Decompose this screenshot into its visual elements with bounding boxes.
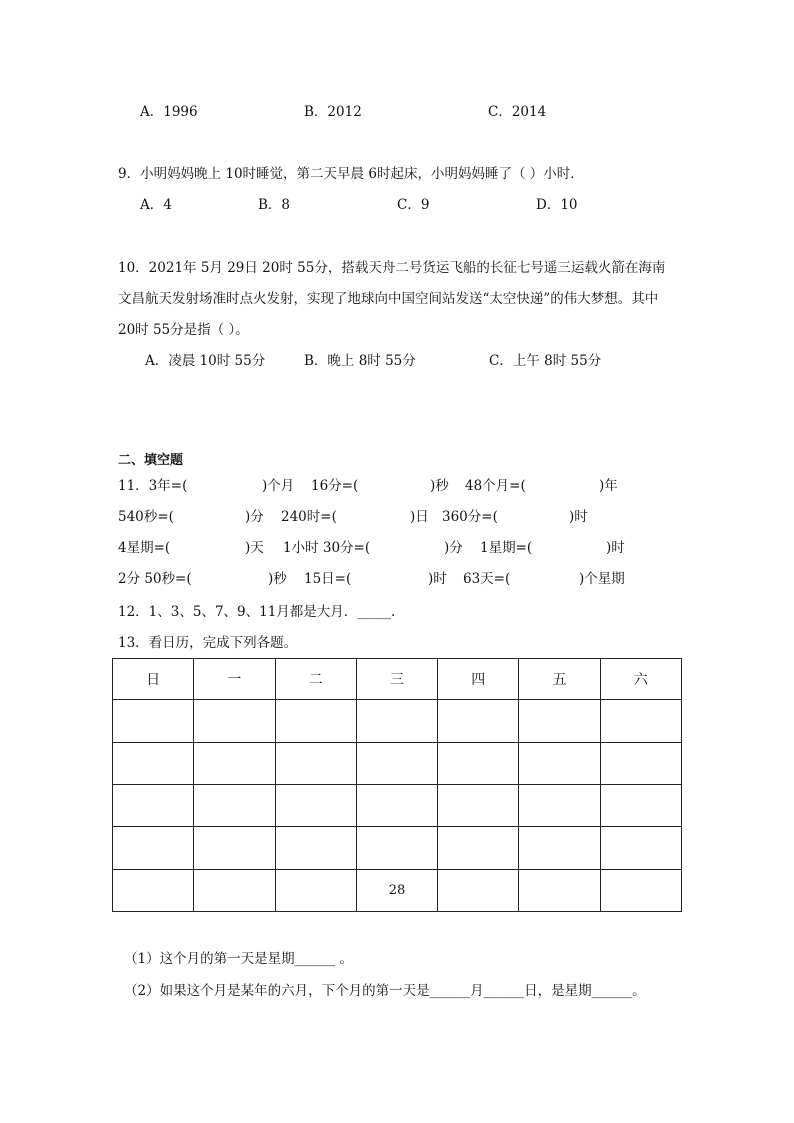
calendar-cell bbox=[275, 784, 356, 826]
calendar-cell bbox=[519, 784, 600, 826]
q11-r1-minutes: 16分=( bbox=[311, 478, 359, 494]
header-wednesday: 三 bbox=[356, 659, 437, 700]
q10-option-a: A．凌晨 10时 55分 bbox=[145, 353, 266, 369]
q11-r2-hours-unit: )时 bbox=[569, 509, 588, 525]
q10-stem-line3: 20时 55分是指（ ）。 bbox=[118, 322, 249, 338]
q11-r4-hours-unit: )时 bbox=[428, 571, 447, 587]
q9-option-b: B．8 bbox=[258, 197, 291, 213]
q11-r3-hours-unit: )时 bbox=[606, 540, 625, 556]
header-thursday: 四 bbox=[438, 659, 519, 700]
calendar-cell bbox=[356, 742, 437, 784]
calendar-cell bbox=[356, 827, 437, 869]
q8-option-a: A．1996 bbox=[140, 104, 198, 120]
q11-r4-weeks-unit: )个星期 bbox=[579, 571, 625, 587]
calendar-cell bbox=[194, 827, 275, 869]
q11-r2-seconds: 540秒=( bbox=[118, 509, 174, 525]
q11-r2-days-unit: )日 bbox=[410, 509, 429, 525]
q11-r1-years: 11．3年=( bbox=[118, 478, 188, 494]
q11-r3-week: 1星期=( bbox=[480, 540, 533, 556]
calendar-cell bbox=[356, 784, 437, 826]
q11-r3-weeks: 4星期=( bbox=[118, 540, 171, 556]
calendar-cell bbox=[519, 869, 600, 911]
calendar-cell bbox=[519, 742, 600, 784]
calendar-cell bbox=[113, 869, 194, 911]
q10-option-b: B．晚上 8时 55分 bbox=[304, 353, 416, 369]
q8-option-c: C．2014 bbox=[488, 104, 547, 120]
q11-r1-years-unit: )年 bbox=[599, 478, 618, 494]
calendar-cell bbox=[600, 784, 681, 826]
q11-r3-hour-minutes: 1小时 30分=( bbox=[283, 540, 371, 556]
calendar-cell bbox=[113, 700, 194, 742]
q11-r1-months-unit: )个月 bbox=[262, 478, 295, 494]
calendar-row bbox=[113, 869, 682, 911]
q11-r2-hours: 240时=( bbox=[281, 509, 337, 525]
calendar-row bbox=[113, 700, 682, 742]
q8-option-b: B．2012 bbox=[304, 104, 362, 120]
q11-r3-days-unit: )天 bbox=[245, 540, 264, 556]
q11-r1-seconds-unit: )秒 bbox=[430, 478, 449, 494]
calendar-cell bbox=[519, 700, 600, 742]
q11-r4-63days: 63天=( bbox=[463, 571, 511, 587]
calendar-cell bbox=[194, 869, 275, 911]
calendar-cell bbox=[356, 700, 437, 742]
calendar-cell bbox=[600, 700, 681, 742]
calendar-cell bbox=[600, 742, 681, 784]
calendar-cell bbox=[194, 784, 275, 826]
calendar-cell bbox=[275, 827, 356, 869]
q11-r4-min-sec: 2分 50秒=( bbox=[118, 571, 192, 587]
calendar-cell bbox=[600, 827, 681, 869]
q11-r4-days: 15日=( bbox=[304, 571, 352, 587]
calendar-cell bbox=[438, 742, 519, 784]
q10-option-c: C．上午 8时 55分 bbox=[489, 353, 602, 369]
calendar-cell bbox=[194, 742, 275, 784]
calendar-cell-28: 28 bbox=[356, 869, 437, 911]
q10-stem-line1: 10．2021年 5月 29日 20时 55分，搭载天舟二号货运飞船的长征七号遥三运载火箭在海南 bbox=[118, 260, 666, 276]
q12-stem: 12．1、3、5、7、9、11月都是大月．_____. bbox=[118, 604, 396, 620]
calendar-row bbox=[113, 742, 682, 784]
q11-r2-minutes-unit: )分 bbox=[245, 509, 264, 525]
calendar-cell bbox=[275, 742, 356, 784]
q11-r4-seconds-unit: )秒 bbox=[268, 571, 287, 587]
q13-sub2: （2）如果这个月是某年的六月，下个月的第一天是______月______日，是星期______。 bbox=[124, 983, 646, 999]
q13-sub1: （1）这个月的第一天是星期______ 。 bbox=[124, 951, 353, 967]
calendar-cell bbox=[113, 742, 194, 784]
calendar-cell bbox=[113, 827, 194, 869]
calendar-cell bbox=[438, 784, 519, 826]
calendar-cell bbox=[600, 869, 681, 911]
calendar-cell bbox=[275, 869, 356, 911]
calendar-cell bbox=[194, 700, 275, 742]
q13-stem: 13．看日历，完成下列各题。 bbox=[118, 635, 298, 651]
q11-r1-months: 48个月=( bbox=[465, 478, 526, 494]
header-friday: 五 bbox=[519, 659, 600, 700]
calendar-header-row bbox=[113, 659, 682, 700]
calendar-cell bbox=[519, 827, 600, 869]
q11-r3-minutes-unit: )分 bbox=[444, 540, 463, 556]
calendar-cell bbox=[438, 869, 519, 911]
q9-option-d: D．10 bbox=[536, 197, 578, 213]
header-monday: 一 bbox=[194, 659, 275, 700]
q9-stem: 9．小明妈妈晚上 10时睡觉，第二天早晨 6时起床，小明妈妈睡了（ ）小时． bbox=[118, 166, 584, 182]
calendar-cell bbox=[438, 827, 519, 869]
q10-stem-line2: 文昌航天发射场准时点火发射，实现了地球向中国空间站发送“太空快递”的伟大梦想。其中 bbox=[118, 291, 659, 307]
header-tuesday: 二 bbox=[275, 659, 356, 700]
calendar-row bbox=[113, 784, 682, 826]
section-title: 二、填空题 bbox=[118, 453, 184, 468]
calendar-cell bbox=[113, 784, 194, 826]
q9-option-c: C．9 bbox=[397, 197, 430, 213]
calendar-table bbox=[112, 658, 682, 912]
q11-r2-minutes: 360分=( bbox=[442, 509, 498, 525]
header-saturday: 六 bbox=[600, 659, 681, 700]
calendar-cell bbox=[438, 700, 519, 742]
calendar-cell bbox=[275, 700, 356, 742]
header-sunday: 日 bbox=[113, 659, 194, 700]
q9-option-a: A．4 bbox=[140, 197, 172, 213]
calendar-row bbox=[113, 827, 682, 869]
